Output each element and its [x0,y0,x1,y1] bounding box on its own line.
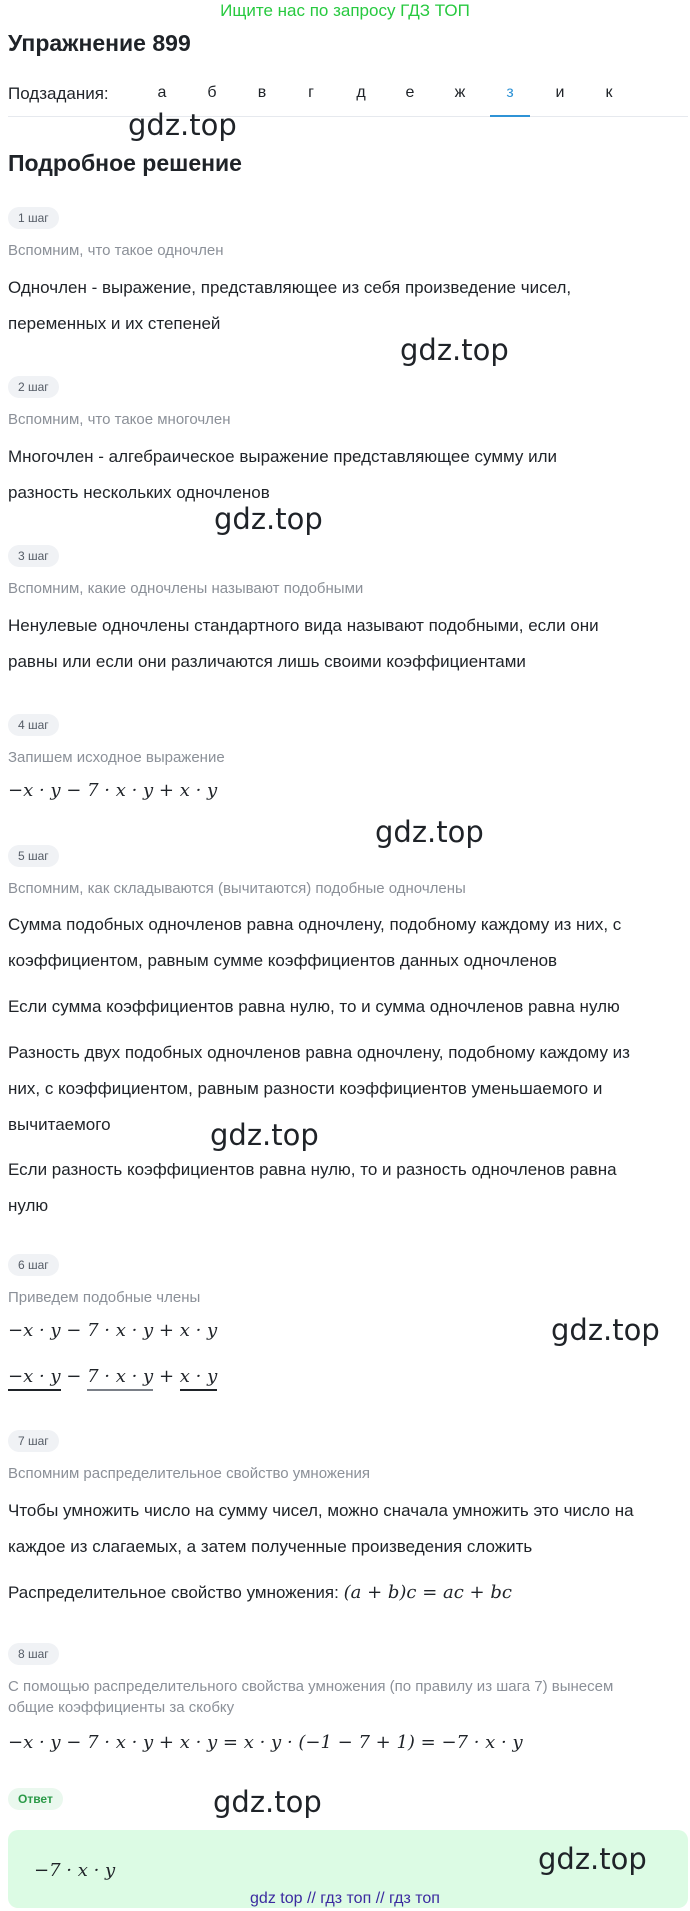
watermark: gdz.top [375,815,484,849]
math-expression: −x · y − 7 · x · y + x · y [8,780,218,801]
step-caption: Вспомним, что такое многочлен [8,411,231,428]
watermark: gdz.top [538,1842,647,1876]
math-operator: + [153,1366,180,1387]
step-text-line: равны или если они различаются лишь своими коэффициентами [8,652,526,671]
step-badge: 4 шаг [8,714,59,736]
watermark: gdz.top [551,1313,660,1347]
step-text-line: Сумма подобных одночленов равна одночлену, подобному каждому из них, с [8,915,622,934]
watermark: gdz.top [214,502,323,536]
subtask-tab-b[interactable]: б [207,84,217,101]
step-badge: 8 шаг [8,1643,59,1665]
step-caption: Вспомним, как складываются (вычитаются) подобные одночлены [8,880,466,897]
property-label: Распределительное свойство умножения: [8,1583,344,1602]
subtask-tab-i[interactable]: и [555,84,565,101]
step-caption: Вспомним распределительное свойство умножения [8,1465,371,1482]
subtasks-label: Подзадания: [8,84,109,103]
step-caption: С помощью распределительного свойства умножения (по правилу из шага 7) вынесем [8,1678,614,1695]
step-text-line: них, с коэффициентом, равным разности коэффициентов уменьшаемого и [8,1079,603,1098]
step-text-line: нулю [8,1196,49,1215]
watermark: gdz.top [213,1785,322,1819]
subtask-tab-k[interactable]: к [605,84,613,101]
step-text-line [8,1575,688,1611]
term-underlined: −x · y [8,1366,61,1391]
step-text-line: переменных и их степеней [8,314,221,333]
step-badge: 6 шаг [8,1254,59,1276]
subtask-tab-g[interactable]: г [308,84,314,101]
step-caption: Запишем исходное выражение [8,749,225,766]
step-text-line: Разность двух подобных одночленов равна одночлену, подобному каждому из [8,1043,630,1062]
watermark: gdz.top [210,1118,319,1152]
term-underlined: 7 · x · y [87,1366,153,1391]
step-badge: 1 шаг [8,207,59,229]
subtasks-nav [8,84,688,117]
page-title: Упражнение 899 [8,30,191,56]
footer-links[interactable]: gdz top // гдз топ // гдз топ [250,1890,440,1907]
math-grouped-terms [8,1366,217,1387]
section-title: Подробное решение [8,150,242,176]
step-text-line: Если сумма коэффициентов равна нулю, то и сумма одночленов равна нулю [8,997,620,1016]
step-caption: общие коэффициенты за скобку [8,1699,235,1716]
math-expression: −x · y − 7 · x · y + x · y = x · y · (−1 − 7 + 1) = −7 · x · y [8,1732,523,1753]
answer-badge: Ответ [8,1788,63,1810]
math-expression: −x · y − 7 · x · y + x · y [8,1320,218,1341]
watermark: gdz.top [128,108,237,142]
answer-math: −7 · x · y [34,1860,116,1881]
step-caption: Вспомним, что такое одночлен [8,242,224,259]
step-badge: 2 шаг [8,376,59,398]
step-badge: 3 шаг [8,545,59,567]
step-text-line: вычитаемого [8,1115,111,1134]
promo-banner[interactable]: Ищите нас по запросу ГДЗ ТОП [220,1,470,20]
step-badge: 7 шаг [8,1430,59,1452]
step-text-line: Одночлен - выражение, представляющее из себя произведение чисел, [8,278,572,297]
step-text-line: каждое из слагаемых, а затем полученные произведения сложить [8,1537,533,1556]
term-underlined: x · y [180,1366,218,1391]
step-caption: Вспомним, какие одночлены называют подобными [8,580,364,597]
watermark: gdz.top [400,333,509,367]
property-formula: (a + b)c = ac + bc [343,1582,512,1603]
step-text-line: Если разность коэффициентов равна нулю, то и разность одночленов равна [8,1160,617,1179]
step-text-line: Многочлен - алгебраическое выражение представляющее сумму или [8,447,558,466]
step-text-line: коэффициентом, равным сумме коэффициентов данных одночленов [8,951,558,970]
subtask-tab-z-active[interactable]: з [490,84,530,117]
subtask-tab-e[interactable]: е [405,84,415,101]
math-operator: − [60,1366,88,1387]
step-caption: Приведем подобные члены [8,1289,201,1306]
step-badge: 5 шаг [8,845,59,867]
subtask-tab-v[interactable]: в [257,84,267,101]
step-text-line: Ненулевые одночлены стандартного вида называют подобными, если они [8,616,599,635]
subtask-tab-zh[interactable]: ж [454,84,466,101]
subtask-tab-d[interactable]: д [356,84,366,101]
step-text-line: Чтобы умножить число на сумму чисел, можно сначала умножить это число на [8,1501,634,1520]
step-text-line: разность нескольких одночленов [8,483,270,502]
subtask-tab-a[interactable]: а [157,84,167,101]
